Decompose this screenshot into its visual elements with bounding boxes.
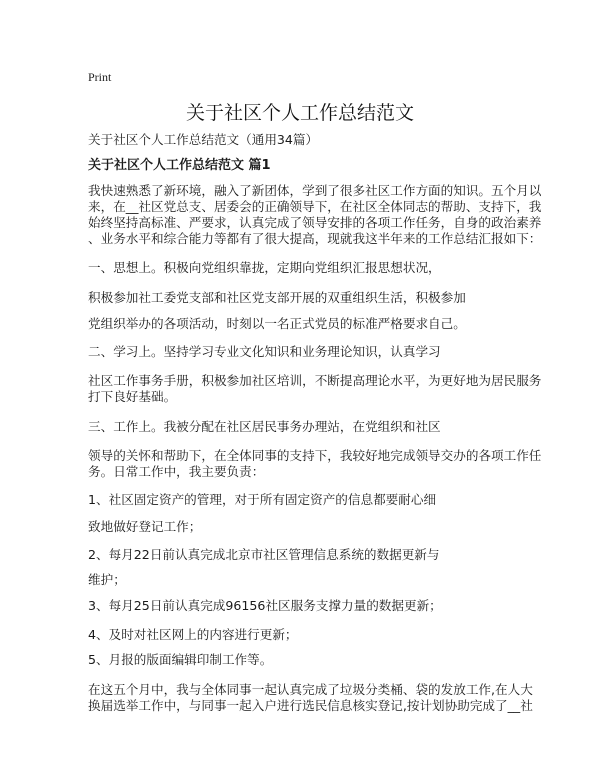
paragraph-line: 积极参加社工委党支部和社区党支部开展的双重组织生活，积极参加 (88, 290, 466, 305)
paragraph (88, 373, 542, 405)
paragraph (88, 448, 542, 480)
paragraph-line: 始终坚持高标准、严要求，认真完成了领导安排的各项工作任务，自身的政治素养 (88, 215, 542, 230)
paragraph-line: 党组织举办的各项活动，时刻以一名正式党员的标准严格要求自己。 (88, 316, 466, 331)
paragraph-line: 领导的关怀和帮助下，在全体同事的支持下，我较好地完成领导交办的各项工作任 (88, 448, 542, 463)
paragraph-line: 在这五个月中，我与全体同事一起认真完成了垃圾分类桶、袋的发放工作,在人大 (88, 682, 533, 697)
paragraph-line: 5、月报的版面编辑印制工作等。 (88, 652, 273, 667)
paragraph (88, 627, 528, 643)
paragraph (88, 316, 528, 332)
paragraph (88, 572, 528, 588)
paragraph (88, 290, 528, 306)
paragraph-line: 来，在__社区党总支、居委会的正确领导下，在社区全体同志的帮助、支持下，我 (88, 199, 542, 214)
print-link[interactable]: Print (88, 70, 112, 84)
paragraph-line: 打下良好基础。 (88, 389, 177, 404)
paragraph (88, 419, 528, 435)
paragraph-line: 、业务水平和综合能力等都有了很大提高，现就我这半年来的工作总结汇报如下： (88, 231, 542, 246)
paragraph-line: 务。日常工作中，我主要负责： (88, 464, 265, 479)
paragraph-line: 换届选举工作中，与同事一起入户进行选民信息核实登记,按计划协助完成了__社 (88, 698, 533, 713)
paragraph (88, 547, 528, 563)
paragraph-line: 社区工作事务手册，积极参加社区培训，不断提高理论水平，为更好地为居民服务 (88, 373, 542, 388)
paragraph (88, 344, 528, 360)
paragraph-line: 三、工作上。我被分配在社区居民事务办理站，在党组织和社区 (88, 419, 441, 434)
paragraph-line: 一、思想上。积极向党组织靠拢，定期向党组织汇报思想状况， (88, 260, 441, 275)
paragraph (88, 519, 528, 535)
document-subtitle: 关于社区个人工作总结范文（通用34篇） (88, 132, 319, 147)
paragraph-line: 1、社区固定资产的管理，对于所有固定资产的信息都要耐心细 (88, 492, 437, 507)
paragraph (88, 598, 528, 614)
paragraph-line: 我快速熟悉了新环境，融入了新团体，学到了很多社区工作方面的知识。五个月以 (88, 183, 542, 198)
paragraph-line: 3、每月25日前认真完成96156社区服务支撑力量的数据更新； (88, 598, 442, 613)
paragraph-line: 致地做好登记工作； (88, 519, 202, 534)
paragraph (88, 682, 533, 714)
paragraph (88, 260, 528, 276)
paragraph (88, 183, 542, 247)
paragraph (88, 492, 528, 508)
section-heading: 关于社区个人工作总结范文 篇1 (88, 158, 271, 173)
paragraph-line: 4、及时对社区网上的内容进行更新； (88, 627, 298, 642)
paragraph-line: 二、学习上。坚持学习专业文化知识和业务理论知识，认真学习 (88, 344, 441, 359)
document-title: 关于社区个人工作总结范文 (185, 102, 414, 124)
paragraph (88, 652, 528, 668)
paragraph-line: 维护； (88, 572, 126, 587)
paragraph-line: 2、每月22日前认真完成北京市社区管理信息系统的数据更新与 (88, 547, 440, 562)
